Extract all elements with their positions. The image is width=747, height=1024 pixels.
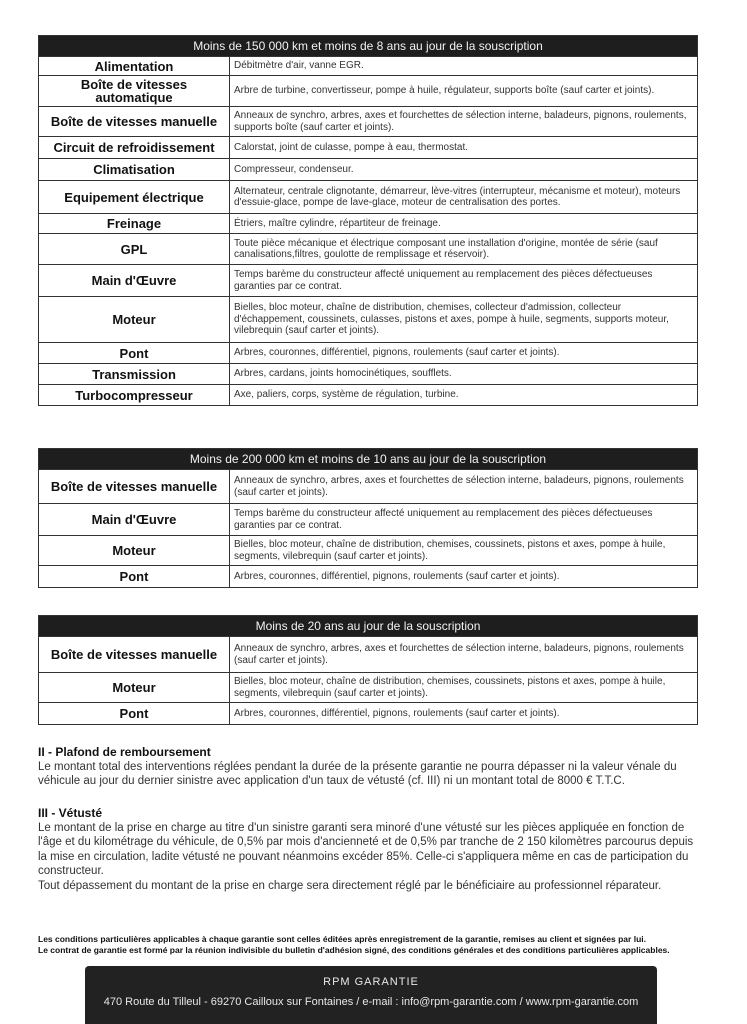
category-label: Moteur xyxy=(112,543,156,558)
table-row xyxy=(39,106,697,136)
category-label: Turbocompresseur xyxy=(75,387,193,403)
table-header: Moins de 150 000 km et moins de 8 ans au jour de la souscription xyxy=(39,36,697,56)
coverage-table-20ans xyxy=(38,615,698,725)
table-row xyxy=(39,264,697,296)
coverage-table-150000km xyxy=(38,35,698,406)
table-header: Moins de 200 000 km et moins de 10 ans au jour de la souscription xyxy=(39,449,697,469)
category-label: Alimentation xyxy=(94,58,174,74)
section-text: Le montant de la prise en charge au titre d'un sinistre garanti sera minoré d'une vétusté sur les pièces appliquée en fonction de l'âge et du kilométrage du véhicule, de 0,5% par mois d'ancienneté et de 0,5% par tranche de 2 150 kilomètres parcourus depuis la mise en circulation, ladite vétusté ne pouvant néanmoins excéder 85%. Celle-ci s'appliquera même en cas de participation du constructeur. xyxy=(38,821,694,877)
category-description: Bielles, bloc moteur, chaîne de distribution, chemises, coussinets, pistons et axes, pompe à huile, segments, vilebrequin (sauf carter et joints). xyxy=(229,536,697,565)
table-row xyxy=(39,75,697,106)
category-label: Boîte de vitesses manuelle xyxy=(50,479,218,494)
table-row xyxy=(39,503,697,535)
category-description: Compresseur, condenseur. xyxy=(229,159,697,180)
section-title: III - Vétusté xyxy=(38,806,103,820)
table-row xyxy=(39,296,697,342)
table-row xyxy=(39,363,697,384)
category-label: Moteur xyxy=(112,680,156,695)
category-description: Temps barème du constructeur affecté uniquement au remplacement des pièces défectueuses garanties par ce contrat. xyxy=(229,265,697,296)
fine-print-line: Les conditions particulières applicables à chaque garantie sont celles éditées après enregistrement de la garantie, remises au client et signées par lui. xyxy=(38,934,646,944)
table-row xyxy=(39,213,697,233)
section-text: Le montant total des interventions réglées pendant la durée de la présente garantie ne pourra dépasser ni la valeur vénale du véhicule au jour du dernier sinistre avec application d'un taux de vétusté (cf. III) ni un montant total de 8000 € T.T.C. xyxy=(38,760,677,787)
category-description: Calorstat, joint de culasse, pompe à eau, thermostat. xyxy=(229,137,697,158)
category-description: Temps barème du constructeur affecté uniquement au remplacement des pièces défectueuses garanties par ce contrat. xyxy=(229,504,697,535)
section-title: II - Plafond de remboursement xyxy=(38,745,211,759)
table-row xyxy=(39,535,697,565)
category-description: Bielles, bloc moteur, chaîne de distribution, chemises, collecteur d'admission, collecteur d'échappement, coussinets, culasses, pistons et axes, pompe à huile, segments, supports moteur, vilebrequin (sauf carter et joints). xyxy=(229,297,697,342)
category-description: Arbres, couronnes, différentiel, pignons, roulements (sauf carter et joints). xyxy=(229,343,697,363)
category-description: Arbre de turbine, convertisseur, pompe à huile, régulateur, supports boîte (sauf carter et joints). xyxy=(229,76,697,106)
category-label: Pont xyxy=(119,569,149,584)
category-label: Climatisation xyxy=(93,162,175,177)
category-description: Anneaux de synchro, arbres, axes et fourchettes de sélection interne, baladeurs, pignons, roulements (sauf carter et joints). xyxy=(229,470,697,503)
category-label: Moteur xyxy=(112,312,156,327)
footer-brand: RPM GARANTIE xyxy=(323,976,419,988)
table-row xyxy=(39,469,697,503)
category-label: Main d'Œuvre xyxy=(91,512,177,527)
category-description: Bielles, bloc moteur, chaîne de distribution, chemises, coussinets, pistons et axes, pompe à huile, segments, vilebrequin (sauf carter et joints). xyxy=(229,673,697,702)
category-label: Equipement électrique xyxy=(64,189,204,205)
table-row xyxy=(39,158,697,180)
section-plafond xyxy=(38,745,698,789)
category-label: Circuit de refroidissement xyxy=(53,140,215,155)
category-label: GPL xyxy=(120,241,148,257)
category-description: Arbres, couronnes, différentiel, pignons, roulements (sauf carter et joints). xyxy=(229,703,697,724)
table-row xyxy=(39,636,697,672)
table-row xyxy=(39,233,697,264)
table-row xyxy=(39,180,697,213)
table-row xyxy=(39,342,697,363)
category-description: Axe, paliers, corps, système de régulation, turbine. xyxy=(229,385,697,405)
category-description: Étriers, maître cylindre, répartiteur de freinage. xyxy=(229,214,697,233)
table-row xyxy=(39,384,697,405)
category-description: Toute pièce mécanique et électrique composant une installation d'origine, montée de série (sauf canalisations,filtres, goulotte de remplissage et réservoir). xyxy=(229,234,697,264)
category-label: Freinage xyxy=(106,216,162,231)
table-row xyxy=(39,136,697,158)
category-label: Pont xyxy=(119,706,149,721)
fine-print xyxy=(38,934,700,956)
table-header: Moins de 20 ans au jour de la souscription xyxy=(39,616,697,636)
category-description: Alternateur, centrale clignotante, démarreur, lève-vitres (interrupteur, mécanisme et moteur), moteurs d'essuie-glace, pompe de lave-glace, moteur de centralisation des portes. xyxy=(229,181,697,213)
section-vetuste xyxy=(38,806,698,893)
footer-address: 470 Route du Tilleul - 69270 Cailloux sur Fontaines / e-mail : info@rpm-garantie.com / www.rpm-garantie.com xyxy=(103,996,639,1008)
category-label: Boîte de vitesses manuelle xyxy=(50,647,218,662)
table-row xyxy=(39,672,697,702)
table-row xyxy=(39,56,697,75)
category-label: Pont xyxy=(119,345,149,361)
section-text: Tout dépassement du montant de la prise en charge sera directement réglé par le bénéficiaire au professionnel réparateur. xyxy=(38,879,662,892)
category-label: Transmission xyxy=(92,366,176,382)
coverage-table-200000km xyxy=(38,448,698,588)
category-description: Arbres, couronnes, différentiel, pignons, roulements (sauf carter et joints). xyxy=(229,566,697,587)
category-label: Boîte de vitesses manuelle xyxy=(50,114,218,129)
table-row xyxy=(39,565,697,587)
category-description: Anneaux de synchro, arbres, axes et fourchettes de sélection interne, baladeurs, pignons, roulements (sauf carter et joints). xyxy=(229,637,697,672)
fine-print-line: Le contrat de garantie est formé par la réunion indivisible du bulletin d'adhésion signé, des conditions générales et des conditions particulières applicables. xyxy=(38,945,670,955)
category-description: Arbres, cardans, joints homocinétiques, soufflets. xyxy=(229,364,697,384)
category-description: Anneaux de synchro, arbres, axes et fourchettes de sélection interne, baladeurs, pignons, roulements, supports boîte (sauf carter et joints). xyxy=(229,107,697,136)
footer-bar xyxy=(85,966,657,1024)
category-label: Boîte de vitesses automatique xyxy=(80,77,188,105)
category-label: Main d'Œuvre xyxy=(91,273,177,288)
table-row xyxy=(39,702,697,724)
category-description: Débitmètre d'air, vanne EGR. xyxy=(229,57,697,75)
